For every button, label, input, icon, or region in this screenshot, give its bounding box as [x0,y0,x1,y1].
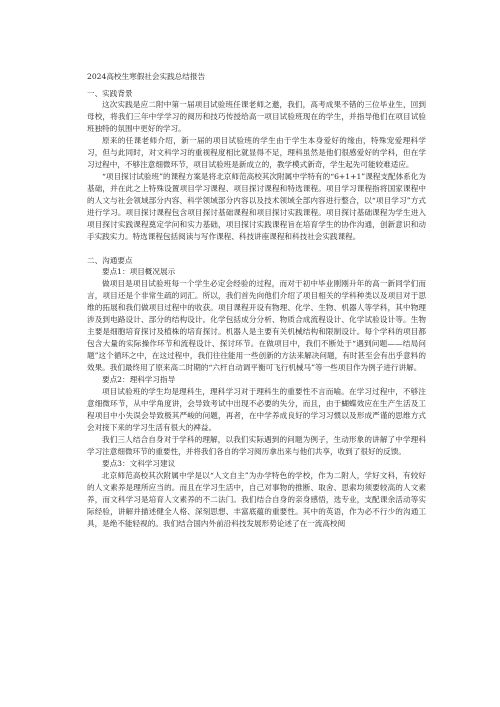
point-paragraph: 北京师范高校其次附属中学是以“人文自主”为办学特色的学校，作为二附人，学好文科，有较好的人文素养是理所应当的。而且在学习生活中，自己对事物的推断、取舍、思索均须要较高的人文素养，而文科学习是培育人文素养的不二法门。我们结合自身的亲身感悟，选专业，支配课余活动等实际经验，讲解并描述健全人格、深刻思想、丰富底蕴的重要性。其中的英语，作为必不行少的沟通工具，是绝不能轻视的。我们结合国内外前沿科技发展形势论述了在一流高校阅 [87,471,426,528]
background-paragraph: 这次实践是应二附中第一届项目试验班任课老师之邀，我们，高考成果不错的三位毕业生，回到母校，将我们三年中学学习的阅历和技巧传授给高一项目试验班现在的学生，并指导他们在项目试验班独特的氛围中更好的学习。 [87,100,426,133]
background-paragraph: 原来的任课老师介绍，新一届的项目试验班的学生由于学生本身爱好的缘由，特殊宠爱理科学习，但与此同时，对文科学习的重视程度相比就显得不足，理科虽然是他们很感爱好的学科，但在学习过程中，不够注意细微环节，项目试验班是新成立的，教学模式新奇，学生起先可能较难适应。 [87,136,426,169]
point-paragraph: 我们三人结合自身对于学科的理解，以我们实际遇到的问题为例子，生动形象的讲解了中学理科学习注意细微环节的重要性，并将我们各自的学习阅历拿出来与他们共享，收到了很好的反馈。 [87,435,426,456]
section-spacer [87,243,426,255]
document-title: 2024高校生寒假社会实践总结报告 [87,72,206,81]
section-heading-key-points: 二、沟通要点 [87,256,133,265]
point-label: 要点2：理科学习指导 [102,375,176,384]
background-paragraph: “项目探讨试验班”的课程方案是将北京师范高校其次附属中学特有的“6+1+1”课程支配体系化为基础，并在此之上特殊设置项目学习课程、项目探讨课程和特选课程。项目学习课程指将国家课程中的人文与社会领域部分内容、科学领域部分内容以及技术领域全部内容进行整合，以“项目学习”方式进行学习。项目探讨课程包含项目探讨基础课程和项目探讨实践课程。项目探讨基础课程为学生进入项目探讨实践课程奠定学问和实力基础，项目探讨实践课程旨在培育学生的协作沟通，创新意识和动手实践实力。特选课程包括阅读与写作课程、科技讲座课程和科技社会实践课程。 [87,172,426,241]
point-paragraph: 项目试验班的学生均是理科生，理科学习对于理科生的重要性不言而喻。在学习过程中，不够注意细微环节，从中学角度讲，会导致考试中出现不必要的失分，而且，由于蝴蝶效应在生产生活及工程项目中小失误会导致极其严峻的问题，再者，在中学养成良好的学习习惯以及形成严谨的思维方式会对接下来的学习生活有很大的裨益。 [87,387,426,432]
point-paragraph: 做项目是项目试验班每一个学生必定会经验的过程，而对于初中毕业刚刚升年的高一新同学们而言，项目还是个非常生疏的词汇。所以，我们首先向他们介绍了项目相关的学科种类以及项目对于思维的拓展和我们做项目过程中的收获。项目课程开设有物理、化学、生物、机器人等学科，其中物理涉及到电路设计、部分的结构设计。化学包括成分分析、物质合成流程设计、化学试验设计等。生物主要是细胞培育探讨及植株的培育探讨。机器人是主要有关机械结构和限制设计。每个学科的项目都包含大量的实际操作环节和流程设计、探讨环节。在做项目中，我们不断处于“遇到问题——结局问题”这个循环之中，在这过程中，我们往往能用一些创新的方法来解决问题，有时甚至会有出乎意料的效果。我们最终用了原来高二时期的“六杆自动调平衡可飞行机械马”等一些项目作为例子进行讲解。 [87,279,426,372]
section-heading-background: 一、实践背景 [87,89,133,98]
point-label: 要点1：项目概况展示 [102,267,176,276]
point-label: 要点3：文科学习建议 [102,459,176,468]
